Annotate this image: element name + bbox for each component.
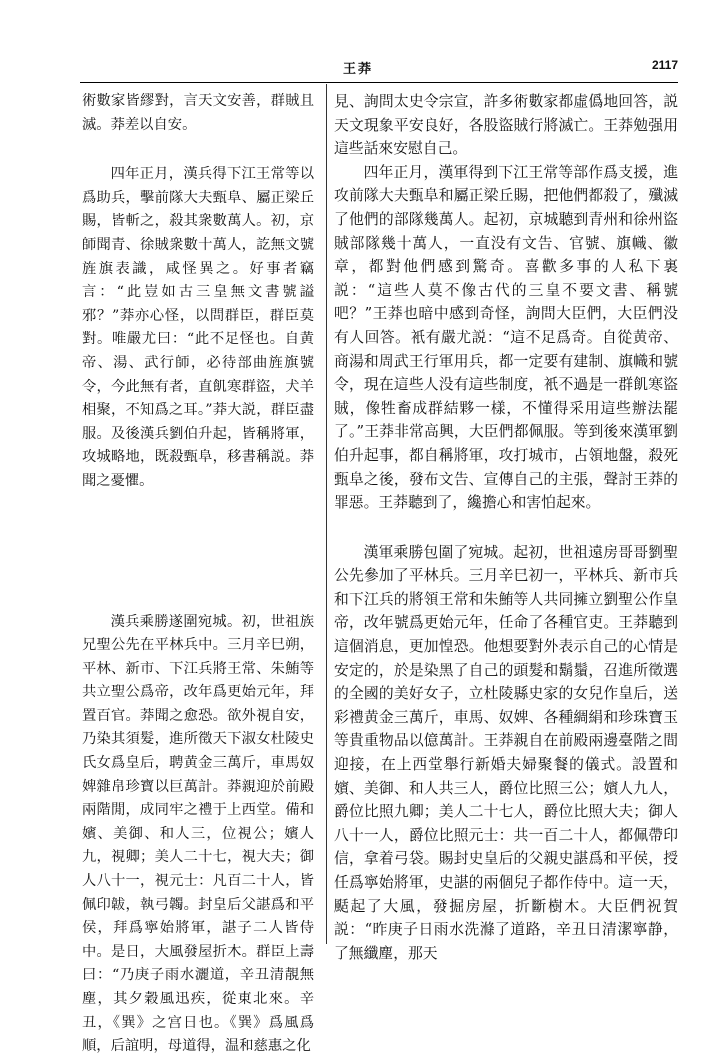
translation-column bbox=[334, 90, 678, 965]
header-rule bbox=[80, 82, 678, 83]
page-number: 2117 bbox=[651, 58, 678, 72]
classical-paragraph-3: 漢兵乘勝遂圍宛城。初，世祖族兄聖公先在平林兵中。三月辛巳朔，平林、新市、下江兵將王常、朱鮪等共立聖公爲帝，改年爲更始元年，拜置百官。莽聞之愈恐。欲外視自安，乃染其須髮，進所徵天下淑女杜陵史氏女爲皇后，聘黄金三萬斤，車馬奴婢雜帛珍寶以巨萬計。莽親迎於前殿兩階閒，成同牢之禮于上西堂。備和嬪、美御、和人三，位視公；嬪人九，視卿；美人二十七，視大夫；御人八十一，視元士：凡百二十人，皆佩印韍，執弓韣。封皇后父諶爲和平侯，拜爲寧始將軍，諶子二人皆侍中。是日，大風發屋折木。群臣上壽曰：“乃庚子雨水灑道，辛丑清靚無塵，其夕穀風迅疾，從東北來。辛丑，《巽》之宫日也。《巽》爲風爲順，后誼明，母道得，温和慈惠之化 bbox=[82, 613, 314, 1055]
column-divider bbox=[326, 84, 327, 944]
running-title: 王莽 bbox=[342, 62, 373, 77]
classical-paragraph-1: 術數家皆繆對，言天文安善，群賊且滅。莽差以自安。 bbox=[82, 93, 314, 133]
translation-paragraph-2: 四年正月，漢軍得到下江王常等部作爲支援，進攻前隊大夫甄阜和屬正梁丘賜，把他們都殺了，殲滅了他們的部隊幾萬人。起初，京城聽到青州和徐州盜賊部隊幾十萬人，一直没有文告、官號、旗幟、徽章，都對他們感到驚奇。喜歡多事的人私下裏説：“這些人莫不像古代的三皇不要文書、稱號吧？”王莽也暗中感到奇怪，詢問大臣們，大臣們没有人回答。衹有嚴尤説：“這不足爲奇。自從黄帝、商湯和周武王行軍用兵，都一定要有建制、旗幟和號令，現在這些人没有這些制度，衹不過是一群飢寒盜賊，像牲畜成群結夥一樣，不懂得采用這些辦法罷了。”王莽非常高興，大臣們都佩服。等到後來漢軍劉伯升起事，都自稱將軍，攻打城市，占領地盤，殺死甄阜之後，發布文告、宣傳自己的主張，聲討王莽的罪惡。王莽聽到了，纔擔心和害怕起來。 bbox=[334, 163, 678, 512]
classical-paragraph-2: 四年正月，漢兵得下江王常等以爲助兵，擊前隊大夫甄阜、屬正梁丘賜，皆斬之，殺其衆數萬人。初，京師聞青、徐賊衆數十萬人，訖無文號旌旗表識，咸怪異之。好事者竊言：“此豈如古三皇無文書號謚邪？”莽亦心怪，以問群臣，群臣莫對。唯嚴尤曰：“此不足怪也。自黄帝、湯、武行師，必待部曲旌旗號令，今此無有者，直飢寒群盜，犬羊相聚，不知爲之耳。”莽大説，群臣盡服。及後漢兵劉伯升起，皆稱將軍，攻城略地，既殺甄阜，移書稱説。莽聞之憂懼。 bbox=[82, 166, 314, 489]
running-header bbox=[0, 58, 716, 84]
translation-paragraph-1: 見、詢問太史令宗宣，許多術數家都虛僞地回答，説天文現象平安良好，各股盜賊行將滅亡。王莽勉强用這些話來安慰自己。 bbox=[334, 93, 678, 158]
classical-text-column bbox=[82, 90, 314, 1059]
translation-paragraph-3: 漢軍乘勝包圍了宛城。起初，世祖遠房哥哥劉聖公先參加了平林兵。三月辛巳初一，平林兵、新市兵和下江兵的將領王常和朱鮪等人共同擁立劉聖公作皇帝，改年號爲更始元年，任命了各種官吏。王莽聽到這個消息，更加惶恐。他想要對外表示自己的心情是安定的，於是染黑了自己的頭髮和鬍鬚，召進所徵選的全國的美好女子，立杜陵縣史家的女兒作皇后，送彩禮黄金三萬斤，車馬、奴婢、各種綢絹和珍珠寶玉等貴重物品以億萬計。王莽親自在前殿兩邊臺階之間迎接，在上西堂舉行新婚夫婦聚餐的儀式。設置和嬪、美御、和人共三人，爵位比照三公；嬪人九人，爵位比照九卿；美人二十七人，爵位比照大夫；御人八十一人，爵位比照元士：共一百二十人，都佩帶印信，拿着弓袋。賜封史皇后的父親史諶爲和平侯，授任爲寧始將軍，史諶的兩個兒子都作侍中。這一天，颳起了大風，發掘房屋，折斷樹木。大臣們祝賀説：“昨庚子日雨水洗滌了道路，辛丑日清潔寧静，了無纖塵，那天 bbox=[334, 543, 678, 962]
